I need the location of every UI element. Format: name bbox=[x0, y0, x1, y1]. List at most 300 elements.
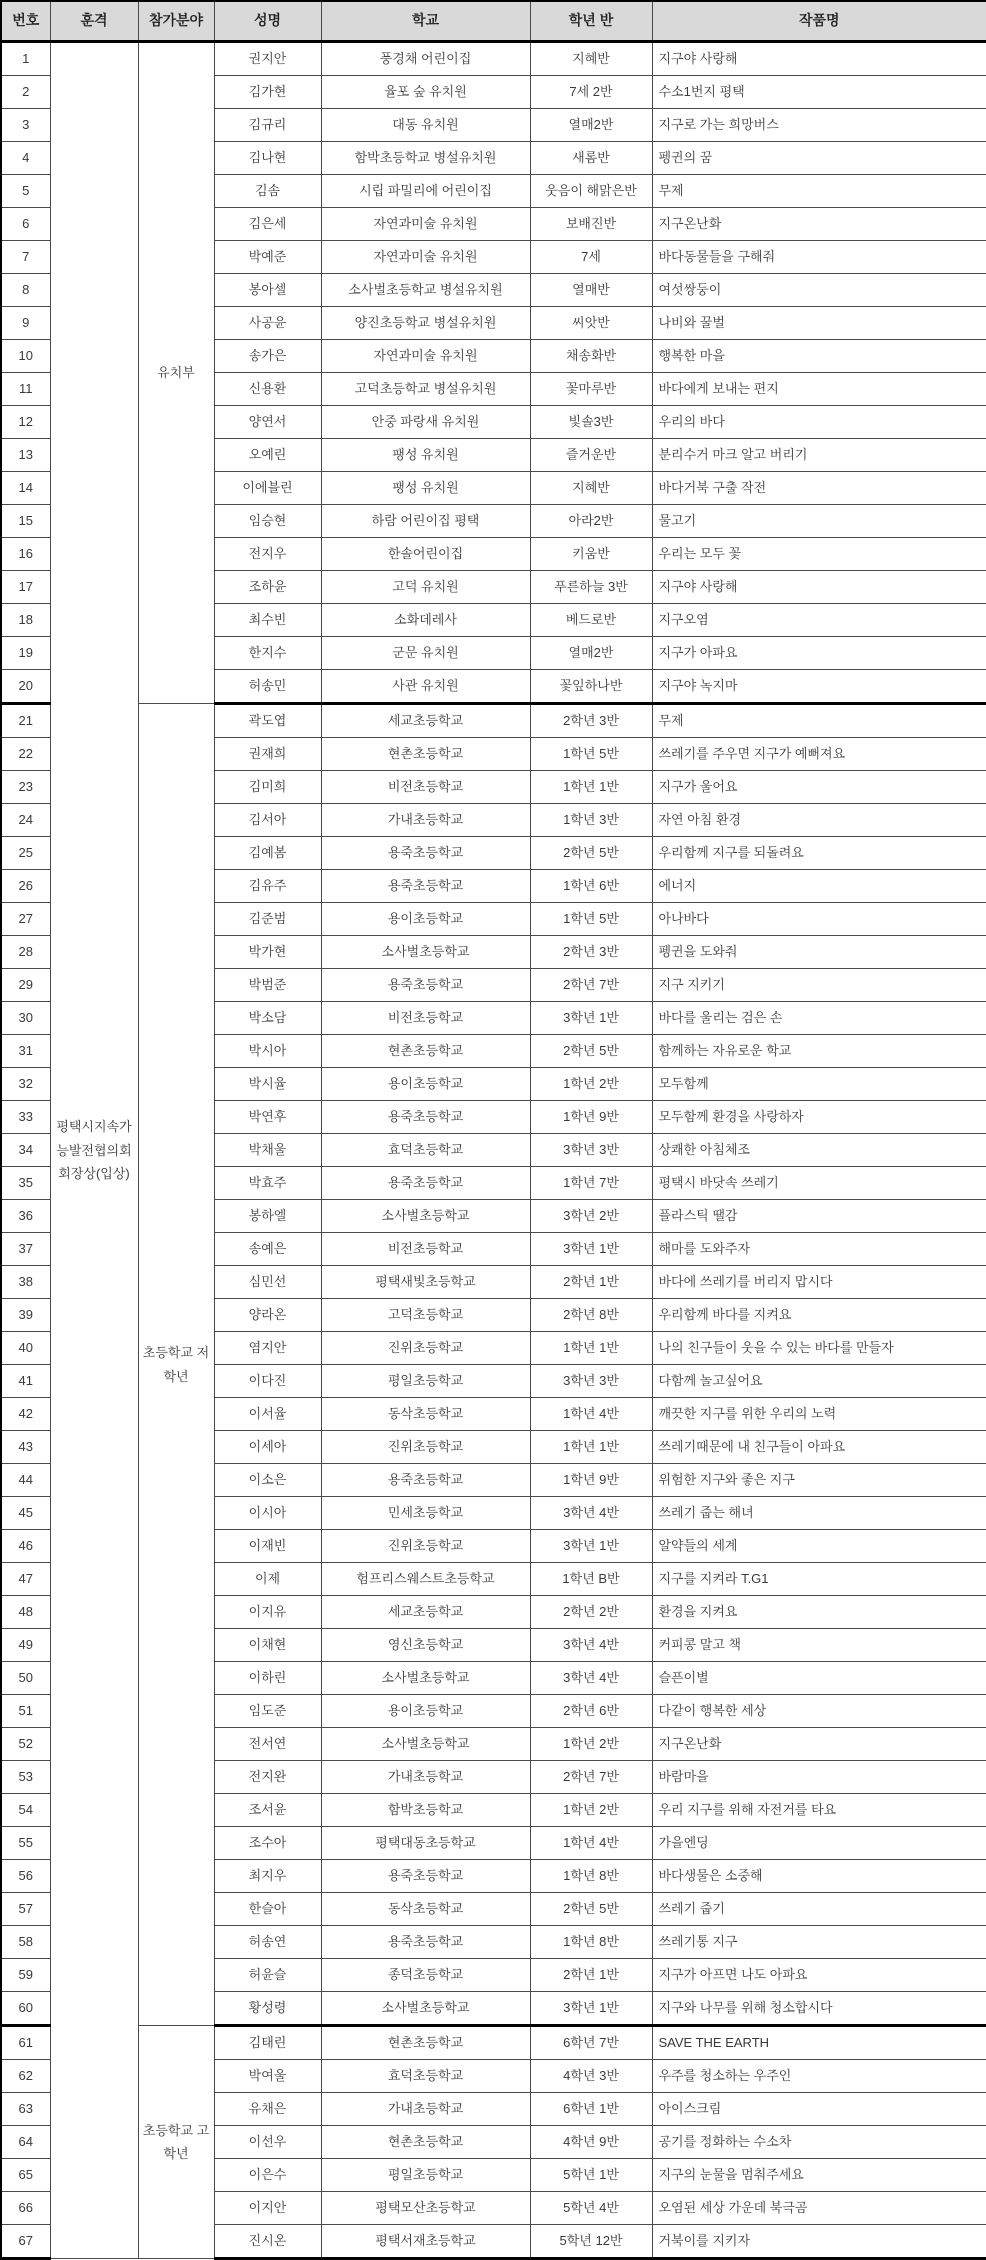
cell-row-number: 49 bbox=[1, 1629, 50, 1662]
cell-row-number: 30 bbox=[1, 1002, 50, 1035]
cell-grade-class: 3학년 4반 bbox=[530, 1497, 652, 1530]
cell-artwork-title: 지구가 아파요 bbox=[652, 637, 986, 670]
cell-row-number: 56 bbox=[1, 1860, 50, 1893]
cell-school-name: 비전초등학교 bbox=[321, 1233, 530, 1266]
cell-school-name: 소사벌초등학교 bbox=[321, 1200, 530, 1233]
cell-school-name: 효덕초등학교 bbox=[321, 2060, 530, 2093]
cell-row-number: 22 bbox=[1, 738, 50, 771]
cell-row-number: 59 bbox=[1, 1959, 50, 1992]
cell-artwork-title: 바다에 쓰레기를 버리지 맙시다 bbox=[652, 1266, 986, 1299]
cell-student-name: 심민선 bbox=[214, 1266, 321, 1299]
cell-student-name: 한지수 bbox=[214, 637, 321, 670]
cell-student-name: 허송민 bbox=[214, 670, 321, 704]
cell-school-name: 하람 어린이집 평택 bbox=[321, 505, 530, 538]
cell-row-number: 46 bbox=[1, 1530, 50, 1563]
cell-student-name: 박채울 bbox=[214, 1134, 321, 1167]
cell-student-name: 허윤슬 bbox=[214, 1959, 321, 1992]
cell-school-name: 현촌초등학교 bbox=[321, 2126, 530, 2159]
cell-row-number: 65 bbox=[1, 2159, 50, 2192]
cell-artwork-title: 펭귄을 도와줘 bbox=[652, 936, 986, 969]
cell-row-number: 17 bbox=[1, 571, 50, 604]
cell-grade-class: 빛솔3반 bbox=[530, 406, 652, 439]
cell-school-name: 함박초등학교 병설유치원 bbox=[321, 142, 530, 175]
table-row bbox=[1, 704, 986, 738]
cell-student-name: 임도준 bbox=[214, 1695, 321, 1728]
cell-school-name: 진위초등학교 bbox=[321, 1530, 530, 1563]
cell-artwork-title: 슬픈이별 bbox=[652, 1662, 986, 1695]
cell-artwork-title: 지구야 사랑해 bbox=[652, 571, 986, 604]
cell-student-name: 이채현 bbox=[214, 1629, 321, 1662]
cell-artwork-title: 쓰레기를 주우면 지구가 예뻐져요 bbox=[652, 738, 986, 771]
cell-artwork-title: 물고기 bbox=[652, 505, 986, 538]
cell-row-number: 53 bbox=[1, 1761, 50, 1794]
cell-artwork-title: 쓰레기 줍기 bbox=[652, 1893, 986, 1926]
cell-row-number: 48 bbox=[1, 1596, 50, 1629]
cell-student-name: 조하윤 bbox=[214, 571, 321, 604]
cell-school-name: 고덕초등학교 병설유치원 bbox=[321, 373, 530, 406]
cell-row-number: 1 bbox=[1, 42, 50, 76]
cell-school-name: 비전초등학교 bbox=[321, 771, 530, 804]
cell-school-name: 평일초등학교 bbox=[321, 1365, 530, 1398]
cell-row-number: 66 bbox=[1, 2192, 50, 2225]
cell-grade-class: 2학년 8반 bbox=[530, 1299, 652, 1332]
cell-artwork-title: 깨끗한 지구를 위한 우리의 노력 bbox=[652, 1398, 986, 1431]
cell-student-name: 곽도엽 bbox=[214, 704, 321, 738]
cell-row-number: 45 bbox=[1, 1497, 50, 1530]
cell-grade-class: 4학년 3반 bbox=[530, 2060, 652, 2093]
cell-student-name: 이재빈 bbox=[214, 1530, 321, 1563]
cell-school-name: 풍경채 어린이집 bbox=[321, 42, 530, 76]
cell-grade-class: 3학년 1반 bbox=[530, 1233, 652, 1266]
cell-school-name: 소사벌초등학교 병설유치원 bbox=[321, 274, 530, 307]
cell-school-name: 양진초등학교 병설유치원 bbox=[321, 307, 530, 340]
cell-artwork-title: 바다를 울리는 검은 손 bbox=[652, 1002, 986, 1035]
cell-student-name: 김나현 bbox=[214, 142, 321, 175]
cell-artwork-title: 모두함께 bbox=[652, 1068, 986, 1101]
cell-grade-class: 2학년 2반 bbox=[530, 1596, 652, 1629]
cell-grade-class: 키움반 bbox=[530, 538, 652, 571]
cell-artwork-title: 지구가 울어요 bbox=[652, 771, 986, 804]
cell-artwork-title: 우리의 바다 bbox=[652, 406, 986, 439]
cell-row-number: 33 bbox=[1, 1101, 50, 1134]
cell-grade-class: 1학년 7반 bbox=[530, 1167, 652, 1200]
cell-row-number: 7 bbox=[1, 241, 50, 274]
cell-student-name: 김유주 bbox=[214, 870, 321, 903]
cell-student-name: 권재희 bbox=[214, 738, 321, 771]
cell-student-name: 이에블린 bbox=[214, 472, 321, 505]
cell-student-name: 김예봄 bbox=[214, 837, 321, 870]
cell-grade-class: 꽃잎하나반 bbox=[530, 670, 652, 704]
cell-school-name: 팽성 유치원 bbox=[321, 439, 530, 472]
cell-row-number: 40 bbox=[1, 1332, 50, 1365]
cell-row-number: 35 bbox=[1, 1167, 50, 1200]
cell-student-name: 전지우 bbox=[214, 538, 321, 571]
cell-student-name: 전지완 bbox=[214, 1761, 321, 1794]
cell-artwork-title: 상쾌한 아침체조 bbox=[652, 1134, 986, 1167]
cell-grade-class: 7세 bbox=[530, 241, 652, 274]
cell-student-name: 오예린 bbox=[214, 439, 321, 472]
cell-school-name: 시립 파밀리에 어린이집 bbox=[321, 175, 530, 208]
cell-artwork-title: 다함께 놀고싶어요 bbox=[652, 1365, 986, 1398]
cell-student-name: 염지안 bbox=[214, 1332, 321, 1365]
cell-school-name: 고덕 유치원 bbox=[321, 571, 530, 604]
cell-student-name: 김서아 bbox=[214, 804, 321, 837]
cell-row-number: 50 bbox=[1, 1662, 50, 1695]
cell-student-name: 이다진 bbox=[214, 1365, 321, 1398]
cell-school-name: 안중 파랑새 유치원 bbox=[321, 406, 530, 439]
cell-artwork-title: 가을엔딩 bbox=[652, 1827, 986, 1860]
cell-artwork-title: 지구야 녹지마 bbox=[652, 670, 986, 704]
cell-school-name: 현촌초등학교 bbox=[321, 738, 530, 771]
cell-grade-class: 1학년 8반 bbox=[530, 1860, 652, 1893]
cell-student-name: 이서율 bbox=[214, 1398, 321, 1431]
cell-school-name: 용이초등학교 bbox=[321, 1695, 530, 1728]
table-header-row bbox=[1, 1, 986, 42]
table-row bbox=[1, 2026, 986, 2060]
cell-school-name: 소화데레사 bbox=[321, 604, 530, 637]
cell-student-name: 김미희 bbox=[214, 771, 321, 804]
cell-row-number: 57 bbox=[1, 1893, 50, 1926]
cell-school-name: 효덕초등학교 bbox=[321, 1134, 530, 1167]
cell-row-number: 6 bbox=[1, 208, 50, 241]
cell-school-name: 고덕초등학교 bbox=[321, 1299, 530, 1332]
cell-grade-class: 5학년 1반 bbox=[530, 2159, 652, 2192]
cell-artwork-title: 지구온난화 bbox=[652, 208, 986, 241]
cell-grade-class: 2학년 5반 bbox=[530, 1893, 652, 1926]
cell-artwork-title: 행복한 마을 bbox=[652, 340, 986, 373]
cell-row-number: 34 bbox=[1, 1134, 50, 1167]
cell-row-number: 29 bbox=[1, 969, 50, 1002]
cell-artwork-title: 지구가 아프면 나도 아파요 bbox=[652, 1959, 986, 1992]
cell-artwork-title: 우리는 모두 꽃 bbox=[652, 538, 986, 571]
cell-school-name: 현촌초등학교 bbox=[321, 1035, 530, 1068]
cell-student-name: 이제 bbox=[214, 1563, 321, 1596]
cell-grade-class: 채송화반 bbox=[530, 340, 652, 373]
cell-artwork-title: 우주를 청소하는 우주인 bbox=[652, 2060, 986, 2093]
cell-artwork-title: 지구야 사랑해 bbox=[652, 42, 986, 76]
cell-school-name: 용죽초등학교 bbox=[321, 837, 530, 870]
cell-grade-class: 3학년 1반 bbox=[530, 1992, 652, 2026]
cell-school-name: 소사벌초등학교 bbox=[321, 936, 530, 969]
cell-student-name: 김태린 bbox=[214, 2026, 321, 2060]
cell-student-name: 조서윤 bbox=[214, 1794, 321, 1827]
cell-artwork-title: 거북이를 지키자 bbox=[652, 2225, 986, 2259]
cell-student-name: 봉하엘 bbox=[214, 1200, 321, 1233]
cell-row-number: 44 bbox=[1, 1464, 50, 1497]
cell-student-name: 이지안 bbox=[214, 2192, 321, 2225]
column-header-school: 학교 bbox=[321, 1, 530, 42]
cell-student-name: 최지우 bbox=[214, 1860, 321, 1893]
cell-student-name: 김솜 bbox=[214, 175, 321, 208]
cell-row-number: 2 bbox=[1, 76, 50, 109]
cell-row-number: 19 bbox=[1, 637, 50, 670]
cell-grade-class: 7세 2반 bbox=[530, 76, 652, 109]
cell-school-name: 용죽초등학교 bbox=[321, 1464, 530, 1497]
cell-artwork-title: 쓰레기때문에 내 친구들이 아파요 bbox=[652, 1431, 986, 1464]
table-row bbox=[1, 42, 986, 76]
cell-student-name: 유채은 bbox=[214, 2093, 321, 2126]
cell-artwork-title: 알약들의 세계 bbox=[652, 1530, 986, 1563]
cell-grade-class: 1학년 B반 bbox=[530, 1563, 652, 1596]
cell-artwork-title: 쓰레기통 지구 bbox=[652, 1926, 986, 1959]
cell-school-name: 자연과미술 유치원 bbox=[321, 208, 530, 241]
cell-school-name: 대동 유치원 bbox=[321, 109, 530, 142]
cell-artwork-title: 다같이 행복한 세상 bbox=[652, 1695, 986, 1728]
cell-artwork-title: 지구온난화 bbox=[652, 1728, 986, 1761]
cell-grade-class: 5학년 12반 bbox=[530, 2225, 652, 2259]
cell-row-number: 61 bbox=[1, 2026, 50, 2060]
cell-school-name: 평택새빛초등학교 bbox=[321, 1266, 530, 1299]
cell-artwork-title: 수소1번지 평택 bbox=[652, 76, 986, 109]
cell-grade-class: 2학년 3반 bbox=[530, 704, 652, 738]
cell-school-name: 한솔어린이집 bbox=[321, 538, 530, 571]
cell-grade-class: 열매2반 bbox=[530, 109, 652, 142]
cell-artwork-title: 공기를 정화하는 수소차 bbox=[652, 2126, 986, 2159]
cell-school-name: 용죽초등학교 bbox=[321, 870, 530, 903]
cell-row-number: 10 bbox=[1, 340, 50, 373]
cell-student-name: 임승현 bbox=[214, 505, 321, 538]
cell-school-name: 가내초등학교 bbox=[321, 1761, 530, 1794]
cell-grade-class: 지혜반 bbox=[530, 42, 652, 76]
cell-grade-class: 새롬반 bbox=[530, 142, 652, 175]
cell-school-name: 사관 유치원 bbox=[321, 670, 530, 704]
cell-artwork-title: 우리함께 바다를 지켜요 bbox=[652, 1299, 986, 1332]
cell-artwork-title: 나의 친구들이 웃을 수 있는 바다를 만들자 bbox=[652, 1332, 986, 1365]
cell-student-name: 최수빈 bbox=[214, 604, 321, 637]
cell-row-number: 8 bbox=[1, 274, 50, 307]
cell-row-number: 55 bbox=[1, 1827, 50, 1860]
cell-grade-class: 꽃마루반 bbox=[530, 373, 652, 406]
cell-school-name: 자연과미술 유치원 bbox=[321, 340, 530, 373]
cell-grade-class: 1학년 6반 bbox=[530, 870, 652, 903]
cell-artwork-title: 바다생물은 소중해 bbox=[652, 1860, 986, 1893]
cell-student-name: 이하린 bbox=[214, 1662, 321, 1695]
cell-artwork-title: 우리함께 지구를 되돌려요 bbox=[652, 837, 986, 870]
cell-student-name: 이시아 bbox=[214, 1497, 321, 1530]
cell-student-name: 박소담 bbox=[214, 1002, 321, 1035]
cell-student-name: 박여울 bbox=[214, 2060, 321, 2093]
cell-school-name: 소사벌초등학교 bbox=[321, 1728, 530, 1761]
cell-row-number: 21 bbox=[1, 704, 50, 738]
cell-artwork-title: 여섯쌍둥이 bbox=[652, 274, 986, 307]
cell-student-name: 박시율 bbox=[214, 1068, 321, 1101]
cell-grade-class: 5학년 4반 bbox=[530, 2192, 652, 2225]
cell-grade-class: 2학년 5반 bbox=[530, 1035, 652, 1068]
cell-row-number: 39 bbox=[1, 1299, 50, 1332]
cell-student-name: 한슬아 bbox=[214, 1893, 321, 1926]
cell-row-number: 58 bbox=[1, 1926, 50, 1959]
cell-student-name: 박범준 bbox=[214, 969, 321, 1002]
cell-grade-class: 아라2반 bbox=[530, 505, 652, 538]
cell-row-number: 14 bbox=[1, 472, 50, 505]
cell-row-number: 3 bbox=[1, 109, 50, 142]
cell-row-number: 4 bbox=[1, 142, 50, 175]
cell-row-number: 41 bbox=[1, 1365, 50, 1398]
cell-grade-class: 웃음이 해맑은반 bbox=[530, 175, 652, 208]
cell-school-name: 진위초등학교 bbox=[321, 1431, 530, 1464]
cell-row-number: 24 bbox=[1, 804, 50, 837]
cell-grade-class: 지혜반 bbox=[530, 472, 652, 505]
cell-school-name: 평택서재초등학교 bbox=[321, 2225, 530, 2259]
cell-row-number: 5 bbox=[1, 175, 50, 208]
cell-school-name: 세교초등학교 bbox=[321, 1596, 530, 1629]
cell-student-name: 양연서 bbox=[214, 406, 321, 439]
cell-artwork-title: 무제 bbox=[652, 704, 986, 738]
cell-row-number: 36 bbox=[1, 1200, 50, 1233]
cell-artwork-title: 바다거북 구출 작전 bbox=[652, 472, 986, 505]
cell-grade-class: 3학년 2반 bbox=[530, 1200, 652, 1233]
cell-category: 초등학교 저학년 bbox=[138, 704, 214, 2026]
cell-artwork-title: 오염된 세상 가운데 북극곰 bbox=[652, 2192, 986, 2225]
cell-artwork-title: 지구오염 bbox=[652, 604, 986, 637]
cell-student-name: 신용환 bbox=[214, 373, 321, 406]
cell-grade-class: 푸른하늘 3반 bbox=[530, 571, 652, 604]
cell-grade-class: 1학년 5반 bbox=[530, 738, 652, 771]
cell-row-number: 64 bbox=[1, 2126, 50, 2159]
cell-artwork-title: 평택시 바닷속 쓰레기 bbox=[652, 1167, 986, 1200]
cell-grade-class: 씨앗반 bbox=[530, 307, 652, 340]
cell-student-name: 진시온 bbox=[214, 2225, 321, 2259]
cell-grade-class: 1학년 4반 bbox=[530, 1827, 652, 1860]
cell-row-number: 16 bbox=[1, 538, 50, 571]
cell-artwork-title: 지구 지키기 bbox=[652, 969, 986, 1002]
cell-student-name: 박가현 bbox=[214, 936, 321, 969]
cell-artwork-title: 아이스크림 bbox=[652, 2093, 986, 2126]
cell-school-name: 세교초등학교 bbox=[321, 704, 530, 738]
cell-row-number: 63 bbox=[1, 2093, 50, 2126]
cell-grade-class: 2학년 1반 bbox=[530, 1959, 652, 1992]
cell-student-name: 김가현 bbox=[214, 76, 321, 109]
cell-grade-class: 2학년 5반 bbox=[530, 837, 652, 870]
cell-artwork-title: 바다에게 보내는 편지 bbox=[652, 373, 986, 406]
cell-row-number: 67 bbox=[1, 2225, 50, 2259]
cell-row-number: 20 bbox=[1, 670, 50, 704]
cell-artwork-title: 우리 지구를 위해 자전거를 타요 bbox=[652, 1794, 986, 1827]
cell-grade-class: 1학년 2반 bbox=[530, 1794, 652, 1827]
cell-grade-class: 1학년 4반 bbox=[530, 1398, 652, 1431]
cell-school-name: 용죽초등학교 bbox=[321, 1926, 530, 1959]
cell-artwork-title: 지구를 지켜라 T.G1 bbox=[652, 1563, 986, 1596]
cell-artwork-title: 바람마을 bbox=[652, 1761, 986, 1794]
cell-student-name: 이지유 bbox=[214, 1596, 321, 1629]
cell-school-name: 용이초등학교 bbox=[321, 903, 530, 936]
cell-grade-class: 보배진반 bbox=[530, 208, 652, 241]
cell-student-name: 전서연 bbox=[214, 1728, 321, 1761]
cell-school-name: 민세초등학교 bbox=[321, 1497, 530, 1530]
cell-row-number: 23 bbox=[1, 771, 50, 804]
cell-row-number: 38 bbox=[1, 1266, 50, 1299]
cell-artwork-title: 환경을 지켜요 bbox=[652, 1596, 986, 1629]
cell-school-name: 가내초등학교 bbox=[321, 804, 530, 837]
cell-row-number: 62 bbox=[1, 2060, 50, 2093]
cell-grade-class: 3학년 3반 bbox=[530, 1134, 652, 1167]
cell-row-number: 32 bbox=[1, 1068, 50, 1101]
column-header-title: 작품명 bbox=[652, 1, 986, 42]
cell-student-name: 허송연 bbox=[214, 1926, 321, 1959]
cell-school-name: 평일초등학교 bbox=[321, 2159, 530, 2192]
cell-grade-class: 1학년 1반 bbox=[530, 1431, 652, 1464]
cell-student-name: 송예은 bbox=[214, 1233, 321, 1266]
cell-artwork-title: 커피콩 말고 책 bbox=[652, 1629, 986, 1662]
cell-grade-class: 1학년 1반 bbox=[530, 1332, 652, 1365]
cell-student-name: 박예준 bbox=[214, 241, 321, 274]
cell-student-name: 조수아 bbox=[214, 1827, 321, 1860]
cell-grade-class: 2학년 3반 bbox=[530, 936, 652, 969]
cell-artwork-title: 위험한 지구와 좋은 지구 bbox=[652, 1464, 986, 1497]
cell-category: 초등학교 고학년 bbox=[138, 2026, 214, 2259]
cell-row-number: 54 bbox=[1, 1794, 50, 1827]
cell-school-name: 율포 숲 유치원 bbox=[321, 76, 530, 109]
cell-grade-class: 1학년 9반 bbox=[530, 1464, 652, 1497]
cell-row-number: 42 bbox=[1, 1398, 50, 1431]
cell-row-number: 60 bbox=[1, 1992, 50, 2026]
cell-school-name: 동삭초등학교 bbox=[321, 1398, 530, 1431]
cell-artwork-title: 해마를 도와주자 bbox=[652, 1233, 986, 1266]
cell-grade-class: 2학년 7반 bbox=[530, 1761, 652, 1794]
cell-artwork-title: 아나바다 bbox=[652, 903, 986, 936]
cell-school-name: 험프리스웨스트초등학교 bbox=[321, 1563, 530, 1596]
cell-artwork-title: 펭귄의 꿈 bbox=[652, 142, 986, 175]
cell-row-number: 18 bbox=[1, 604, 50, 637]
cell-row-number: 15 bbox=[1, 505, 50, 538]
cell-grade-class: 6학년 7반 bbox=[530, 2026, 652, 2060]
cell-artwork-title: 함께하는 자유로운 학교 bbox=[652, 1035, 986, 1068]
cell-school-name: 용죽초등학교 bbox=[321, 969, 530, 1002]
cell-school-name: 군문 유치원 bbox=[321, 637, 530, 670]
cell-school-name: 용죽초등학교 bbox=[321, 1101, 530, 1134]
cell-artwork-title: 모두함께 환경을 사랑하자 bbox=[652, 1101, 986, 1134]
cell-student-name: 김준범 bbox=[214, 903, 321, 936]
column-header-name: 성명 bbox=[214, 1, 321, 42]
cell-grade-class: 3학년 3반 bbox=[530, 1365, 652, 1398]
cell-student-name: 이세아 bbox=[214, 1431, 321, 1464]
cell-row-number: 51 bbox=[1, 1695, 50, 1728]
cell-grade-class: 1학년 2반 bbox=[530, 1728, 652, 1761]
cell-category: 유치부 bbox=[138, 42, 214, 704]
cell-school-name: 동삭초등학교 bbox=[321, 1893, 530, 1926]
cell-school-name: 가내초등학교 bbox=[321, 2093, 530, 2126]
cell-school-name: 평택대동초등학교 bbox=[321, 1827, 530, 1860]
cell-artwork-title: 플라스틱 땔감 bbox=[652, 1200, 986, 1233]
cell-row-number: 27 bbox=[1, 903, 50, 936]
cell-school-name: 함박초등학교 bbox=[321, 1794, 530, 1827]
cell-student-name: 박연후 bbox=[214, 1101, 321, 1134]
cell-student-name: 송가은 bbox=[214, 340, 321, 373]
cell-artwork-title: 자연 아침 환경 bbox=[652, 804, 986, 837]
cell-student-name: 권지안 bbox=[214, 42, 321, 76]
cell-grade-class: 1학년 1반 bbox=[530, 771, 652, 804]
cell-school-name: 현촌초등학교 bbox=[321, 2026, 530, 2060]
cell-grade-class: 2학년 7반 bbox=[530, 969, 652, 1002]
cell-row-number: 31 bbox=[1, 1035, 50, 1068]
cell-award-title: 평택시지속가능발전협의회 회장상(입상) bbox=[50, 42, 138, 2259]
cell-school-name: 소사벌초등학교 bbox=[321, 1992, 530, 2026]
cell-grade-class: 1학년 3반 bbox=[530, 804, 652, 837]
cell-grade-class: 베드로반 bbox=[530, 604, 652, 637]
cell-row-number: 26 bbox=[1, 870, 50, 903]
cell-artwork-title: SAVE THE EARTH bbox=[652, 2026, 986, 2060]
cell-grade-class: 3학년 4반 bbox=[530, 1629, 652, 1662]
cell-school-name: 평택모산초등학교 bbox=[321, 2192, 530, 2225]
cell-artwork-title: 바다동물들을 구해줘 bbox=[652, 241, 986, 274]
cell-row-number: 12 bbox=[1, 406, 50, 439]
column-header-award: 훈격 bbox=[50, 1, 138, 42]
cell-student-name: 박효주 bbox=[214, 1167, 321, 1200]
cell-grade-class: 열매반 bbox=[530, 274, 652, 307]
cell-student-name: 이은수 bbox=[214, 2159, 321, 2192]
cell-school-name: 비전초등학교 bbox=[321, 1002, 530, 1035]
cell-row-number: 28 bbox=[1, 936, 50, 969]
